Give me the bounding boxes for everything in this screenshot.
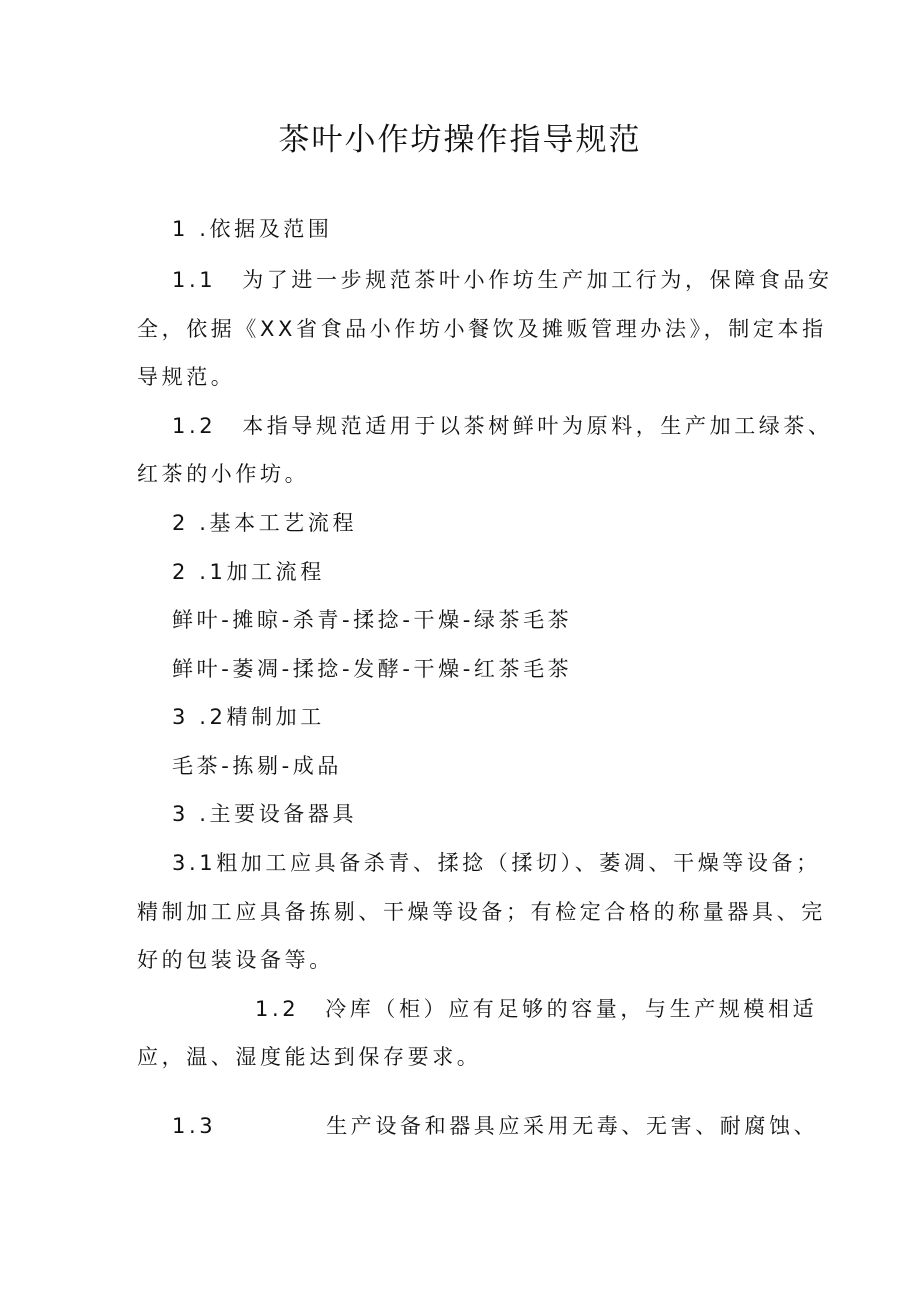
paragraph-3-2-line-1 bbox=[255, 994, 817, 1024]
paragraph-1-1-line-3: 导规范。 bbox=[137, 365, 236, 389]
document-title: 茶叶小作坊操作指导规范 bbox=[278, 122, 642, 158]
paragraph-3-3-line-1 bbox=[172, 1111, 818, 1141]
clause-text: 为了进一步规范茶叶小作坊生产加工行为，保障食品安 bbox=[242, 268, 833, 292]
section-1-heading: 1 .依据及范围 bbox=[172, 217, 333, 241]
paragraph-3-1-line-1: 3.1粗加工应具备杀青、揉捻（揉切）、萎凋、干燥等设备； bbox=[172, 851, 821, 875]
paragraph-1-1-line-1 bbox=[172, 265, 833, 295]
paragraph-1-2-line-2: 红茶的小作坊。 bbox=[137, 462, 310, 486]
clause-number: 1.3 bbox=[172, 1114, 217, 1138]
paragraph-1-2-line-1 bbox=[172, 411, 833, 441]
section-2-heading: 2 .基本工艺流程 bbox=[172, 511, 358, 535]
paragraph-3-1-line-3: 好的包装设备等。 bbox=[137, 948, 334, 972]
clause-number: 1.2 bbox=[255, 997, 300, 1021]
paragraph-3-1-line-2: 精制加工应具备拣剔、干燥等设备；有检定合格的称量器具、完 bbox=[137, 900, 826, 924]
section-2-1-heading: 2 .1加工流程 bbox=[172, 560, 325, 584]
section-3-2-heading: 3 .2精制加工 bbox=[172, 705, 325, 729]
flow-green-tea: 鲜叶-摊晾-杀青-揉捻-干燥-绿茶毛茶 bbox=[172, 608, 573, 632]
flow-black-tea: 鲜叶-萎凋-揉捻-发酵-干燥-红茶毛茶 bbox=[172, 657, 573, 681]
clause-number: 1.2 bbox=[172, 414, 217, 438]
clause-text: 生产设备和器具应采用无毒、无害、耐腐蚀、 bbox=[326, 1114, 819, 1138]
section-3-heading: 3 .主要设备器具 bbox=[172, 802, 358, 826]
paragraph-3-2-line-2: 应，温、湿度能达到保存要求。 bbox=[137, 1045, 482, 1069]
clause-text: 冷库（柜）应有足够的容量，与生产规模相适 bbox=[325, 997, 818, 1021]
clause-number: 1.1 bbox=[172, 268, 217, 292]
paragraph-1-1-line-2: 全，依据《XX省食品小作坊小餐饮及摊贩管理办法》，制定本指 bbox=[137, 317, 827, 341]
clause-text: 本指导规范适用于以茶树鲜叶为原料，生产加工绿茶、 bbox=[242, 414, 833, 438]
flow-refine: 毛茶-拣剔-成品 bbox=[172, 754, 342, 778]
